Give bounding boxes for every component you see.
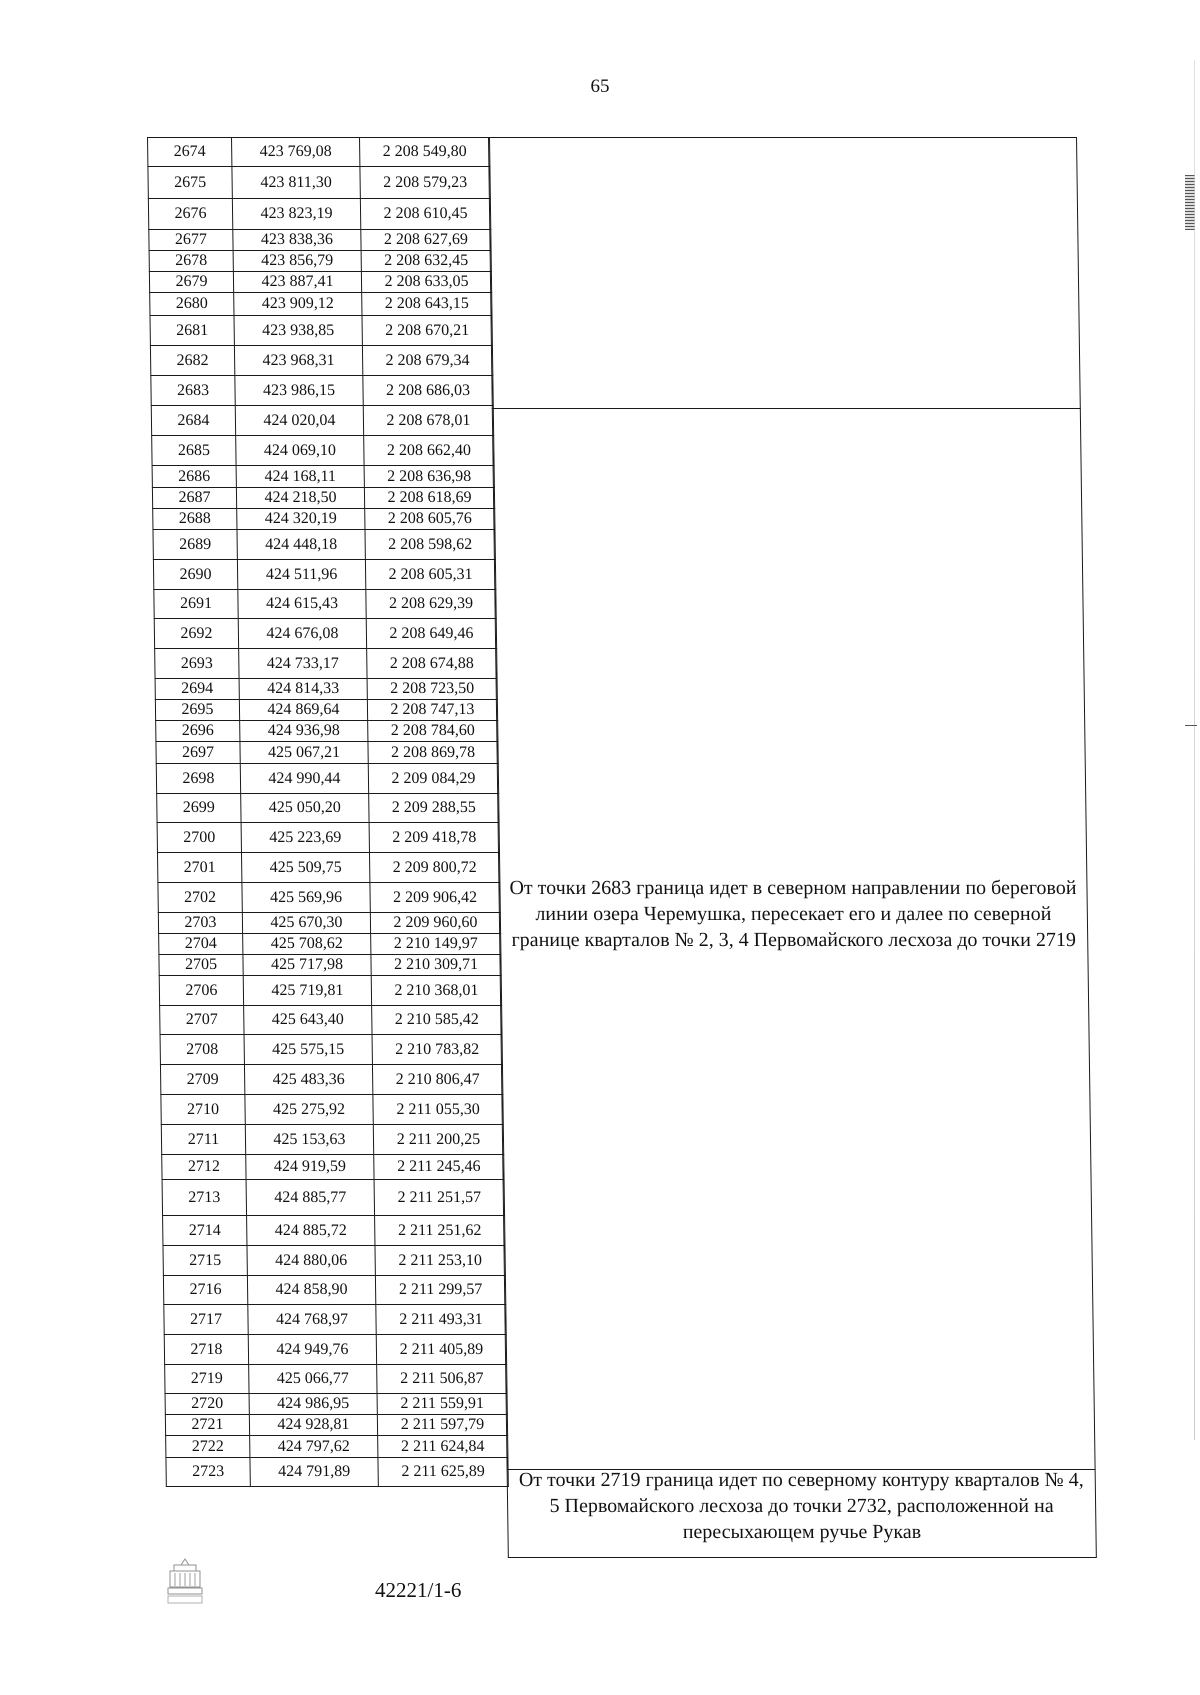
point-number-cell: 2677 [149, 230, 233, 251]
y-coordinate-cell: 2 208 686,03 [363, 376, 493, 406]
table-row [152, 436, 494, 466]
table-row [159, 955, 501, 976]
point-number-cell: 2678 [149, 251, 233, 272]
point-number-cell: 2684 [151, 406, 235, 436]
x-coordinate-cell: 425 719,81 [243, 976, 371, 1006]
x-coordinate-cell: 425 275,92 [245, 1095, 373, 1125]
x-coordinate-cell: 424 615,43 [238, 590, 366, 619]
table-row [165, 1415, 507, 1436]
point-number-cell: 2718 [164, 1335, 248, 1365]
point-number-cell: 2689 [153, 530, 237, 560]
description-cell-empty [488, 137, 1081, 409]
description-text: От точки 2719 граница идет по северному контуру кварталов № 4, 5 Первомайского лесхоза до точки 2732, расположенной на пересыхающем ручье Рукав [518, 1468, 1084, 1543]
x-coordinate-cell: 423 887,41 [233, 272, 361, 293]
table-row [148, 199, 490, 230]
document-code: 42221/1-6 [375, 1578, 462, 1602]
scan-edge-line [1194, 60, 1195, 1440]
table-row [152, 466, 494, 488]
x-coordinate-cell: 425 223,69 [241, 823, 369, 853]
table-row [150, 293, 492, 316]
y-coordinate-cell: 2 211 405,89 [376, 1335, 506, 1365]
point-number-cell: 2676 [148, 199, 232, 230]
table-row [163, 1246, 505, 1276]
y-coordinate-cell: 2 211 245,46 [374, 1155, 504, 1180]
y-coordinate-cell: 2 208 679,34 [362, 346, 492, 376]
point-number-cell: 2722 [166, 1436, 250, 1458]
x-coordinate-cell: 425 575,15 [244, 1035, 372, 1065]
x-coordinate-cell: 424 448,18 [237, 530, 365, 560]
y-coordinate-cell: 2 211 493,31 [376, 1305, 506, 1335]
archive-stamp-icon [165, 1556, 205, 1606]
point-number-cell: 2687 [152, 488, 236, 509]
table-row [153, 509, 495, 530]
table-row [150, 346, 492, 376]
point-number-cell: 2692 [154, 619, 238, 649]
point-number-cell: 2681 [150, 316, 234, 346]
y-coordinate-cell: 2 208 747,13 [367, 700, 497, 721]
description-cell-2719-2732 [507, 1469, 1097, 1558]
point-number-cell: 2708 [160, 1035, 244, 1065]
y-coordinate-cell: 2 208 633,05 [361, 272, 491, 293]
table-row [157, 794, 499, 823]
table-row [152, 488, 494, 509]
y-coordinate-cell: 2 211 200,25 [373, 1125, 503, 1155]
y-coordinate-cell: 2 211 251,62 [375, 1216, 505, 1246]
y-coordinate-cell: 2 210 585,42 [372, 1006, 502, 1035]
x-coordinate-cell: 423 909,12 [234, 293, 362, 316]
y-coordinate-cell: 2 208 674,88 [367, 649, 497, 679]
x-coordinate-cell: 424 069,10 [236, 436, 364, 466]
x-coordinate-cell: 423 823,19 [232, 199, 360, 230]
x-coordinate-cell: 424 676,08 [238, 619, 366, 649]
table-row [162, 1155, 504, 1180]
point-number-cell: 2710 [161, 1095, 245, 1125]
point-number-cell: 2699 [157, 794, 241, 823]
coordinates-table [147, 137, 1097, 1557]
table-row [162, 1180, 505, 1216]
x-coordinate-cell: 424 511,96 [237, 560, 365, 590]
table-row [155, 649, 497, 679]
table-row [166, 1436, 508, 1458]
y-coordinate-cell: 2 208 784,60 [368, 721, 498, 742]
x-coordinate-cell: 424 168,11 [236, 466, 364, 488]
scan-edge-tick [1185, 725, 1197, 726]
table-row [149, 272, 491, 293]
point-number-cell: 2682 [150, 346, 234, 376]
table-row [160, 1065, 502, 1095]
point-number-cell: 2688 [153, 509, 237, 530]
y-coordinate-cell: 2 208 662,40 [364, 436, 494, 466]
point-number-cell: 2696 [156, 721, 240, 742]
description-text: От точки 2683 граница идет в северном направлении по береговой линии озера Черемушка, пересекает его и далее по северной границе кварталов № 2, 3, 4 Первомайского лесхоза до точки 2719 [509, 877, 1077, 951]
table-row [149, 251, 491, 272]
y-coordinate-cell: 2 208 605,76 [365, 509, 495, 530]
table-row [155, 700, 497, 721]
y-coordinate-cell: 2 210 783,82 [372, 1035, 502, 1065]
y-coordinate-cell: 2 208 649,46 [366, 619, 496, 649]
y-coordinate-cell: 2 209 084,29 [368, 764, 498, 794]
y-coordinate-cell: 2 208 723,50 [367, 679, 497, 700]
x-coordinate-cell: 425 509,75 [241, 853, 369, 883]
point-number-cell: 2700 [157, 823, 241, 853]
table-row [154, 619, 496, 649]
point-number-cell: 2723 [166, 1458, 250, 1487]
table-row [161, 1095, 503, 1125]
x-coordinate-cell: 425 708,62 [243, 934, 371, 955]
point-number-cell: 2697 [156, 742, 240, 764]
x-coordinate-cell: 423 938,85 [234, 316, 362, 346]
point-number-cell: 2695 [155, 700, 239, 721]
y-coordinate-cell: 2 208 643,15 [362, 293, 492, 316]
table-row [160, 1006, 502, 1035]
y-coordinate-cell: 2 209 288,55 [369, 794, 499, 823]
table-row [163, 1276, 505, 1305]
point-number-cell: 2712 [162, 1155, 246, 1180]
x-coordinate-cell: 423 838,36 [233, 230, 361, 251]
y-coordinate-cell: 2 211 299,57 [375, 1276, 505, 1305]
point-number-cell: 2683 [151, 376, 235, 406]
x-coordinate-cell: 424 885,72 [247, 1216, 375, 1246]
x-coordinate-cell: 424 733,17 [239, 649, 367, 679]
table-row [164, 1335, 506, 1365]
x-coordinate-cell: 425 717,98 [243, 955, 371, 976]
table-row [158, 883, 500, 913]
table-row [161, 1125, 503, 1155]
y-coordinate-cell: 2 208 869,78 [368, 742, 498, 764]
description-cell-2683-2719 [492, 408, 1096, 1470]
y-coordinate-cell: 2 211 253,10 [375, 1246, 505, 1276]
y-coordinate-cell: 2 208 636,98 [364, 466, 494, 488]
x-coordinate-cell: 424 885,77 [246, 1180, 375, 1216]
table-row [158, 913, 500, 934]
x-coordinate-cell: 424 986,95 [249, 1394, 377, 1415]
table-row [148, 167, 490, 199]
point-number-cell: 2715 [163, 1246, 247, 1276]
point-number-cell: 2713 [162, 1180, 247, 1216]
x-coordinate-cell: 424 858,90 [247, 1276, 375, 1305]
point-number-cell: 2716 [163, 1276, 247, 1305]
table-row [166, 1458, 508, 1487]
point-number-cell: 2709 [160, 1065, 244, 1095]
x-coordinate-cell: 424 020,04 [235, 406, 363, 436]
x-coordinate-cell: 424 990,44 [240, 764, 368, 794]
x-coordinate-cell: 425 670,30 [242, 913, 370, 934]
x-coordinate-cell: 425 483,36 [244, 1065, 372, 1095]
x-coordinate-cell: 425 066,77 [249, 1365, 377, 1394]
point-number-cell: 2698 [156, 764, 240, 794]
y-coordinate-cell: 2 210 806,47 [372, 1065, 502, 1095]
y-coordinate-cell: 2 208 629,39 [366, 590, 496, 619]
table-row [160, 1035, 502, 1065]
y-coordinate-cell: 2 211 559,91 [377, 1394, 507, 1415]
x-coordinate-cell: 424 791,89 [250, 1458, 378, 1487]
y-coordinate-cell: 2 208 678,01 [363, 406, 493, 436]
x-coordinate-cell: 424 928,81 [249, 1415, 377, 1436]
table-row [165, 1394, 507, 1415]
y-coordinate-cell: 2 211 506,87 [377, 1365, 507, 1394]
y-coordinate-cell: 2 210 368,01 [371, 976, 501, 1006]
x-coordinate-cell: 423 769,08 [232, 138, 360, 167]
x-coordinate-cell: 425 643,40 [244, 1006, 372, 1035]
point-number-cell: 2694 [155, 679, 239, 700]
y-coordinate-cell: 2 211 251,57 [374, 1180, 505, 1216]
table-row [159, 976, 501, 1006]
y-coordinate-cell: 2 208 549,80 [360, 138, 490, 167]
y-coordinate-cell: 2 208 632,45 [361, 251, 491, 272]
point-number-cell: 2707 [160, 1006, 244, 1035]
table-row [151, 406, 493, 436]
point-number-cell: 2705 [159, 955, 243, 976]
x-coordinate-cell: 424 919,59 [246, 1155, 374, 1180]
y-coordinate-cell: 2 209 906,42 [370, 883, 500, 913]
point-number-cell: 2703 [158, 913, 242, 934]
x-coordinate-cell: 425 153,63 [245, 1125, 373, 1155]
point-number-cell: 2711 [161, 1125, 245, 1155]
y-coordinate-cell: 2 208 610,45 [360, 199, 490, 230]
point-number-cell: 2717 [164, 1305, 248, 1335]
y-coordinate-cell: 2 210 149,97 [371, 934, 501, 955]
page-number: 65 [590, 76, 610, 97]
point-number-cell: 2719 [165, 1365, 249, 1394]
x-coordinate-cell: 424 320,19 [237, 509, 365, 530]
table-row [153, 560, 495, 590]
y-coordinate-cell: 2 208 670,21 [362, 316, 492, 346]
point-number-cell: 2686 [152, 466, 236, 488]
y-coordinate-cell: 2 211 055,30 [373, 1095, 503, 1125]
x-coordinate-cell: 423 811,30 [232, 167, 360, 199]
x-coordinate-cell: 424 880,06 [247, 1246, 375, 1276]
point-number-cell: 2714 [163, 1216, 247, 1246]
point-number-cell: 2691 [154, 590, 238, 619]
table-row [151, 376, 493, 406]
x-coordinate-cell: 423 968,31 [234, 346, 362, 376]
table-row [156, 764, 498, 794]
point-number-cell: 2702 [158, 883, 242, 913]
table-row [155, 679, 497, 700]
point-number-cell: 2675 [148, 167, 232, 199]
table-row [148, 138, 490, 167]
table-row [156, 721, 498, 742]
table-row [165, 1365, 507, 1394]
point-number-cell: 2721 [165, 1415, 249, 1436]
point-number-cell: 2693 [155, 649, 239, 679]
x-coordinate-cell: 424 936,98 [240, 721, 368, 742]
x-coordinate-cell: 424 218,50 [236, 488, 364, 509]
point-number-cell: 2690 [153, 560, 237, 590]
point-number-cell: 2679 [149, 272, 233, 293]
y-coordinate-cell: 2 208 627,69 [361, 230, 491, 251]
y-coordinate-cell: 2 211 624,84 [378, 1436, 508, 1458]
y-coordinate-cell: 2 208 598,62 [365, 530, 495, 560]
y-coordinate-cell: 2 211 597,79 [377, 1415, 507, 1436]
point-number-cell: 2680 [150, 293, 234, 316]
x-coordinate-cell: 424 869,64 [239, 700, 367, 721]
table-row [156, 742, 498, 764]
table-row [157, 823, 499, 853]
y-coordinate-cell: 2 210 309,71 [371, 955, 501, 976]
y-coordinate-cell: 2 208 579,23 [360, 167, 490, 199]
y-coordinate-cell: 2 209 960,60 [370, 913, 500, 934]
table-row [157, 853, 499, 883]
x-coordinate-cell: 425 050,20 [241, 794, 369, 823]
y-coordinate-cell: 2 208 618,69 [364, 488, 494, 509]
x-coordinate-cell: 425 569,96 [242, 883, 370, 913]
point-number-cell: 2701 [157, 853, 241, 883]
x-coordinate-cell: 425 067,21 [240, 742, 368, 764]
y-coordinate-cell: 2 209 800,72 [369, 853, 499, 883]
x-coordinate-cell: 424 797,62 [250, 1436, 378, 1458]
x-coordinate-cell: 424 814,33 [239, 679, 367, 700]
x-coordinate-cell: 424 949,76 [248, 1335, 376, 1365]
table-row [150, 316, 492, 346]
y-coordinate-cell: 2 209 418,78 [369, 823, 499, 853]
coordinate-columns [147, 137, 509, 1487]
y-coordinate-cell: 2 208 605,31 [365, 560, 495, 590]
table-row [154, 590, 496, 619]
point-number-cell: 2685 [152, 436, 236, 466]
point-number-cell: 2704 [159, 934, 243, 955]
y-coordinate-cell: 2 211 625,89 [378, 1458, 508, 1487]
x-coordinate-cell: 424 768,97 [248, 1305, 376, 1335]
table-row [163, 1216, 505, 1246]
table-row [153, 530, 495, 560]
point-number-cell: 2720 [165, 1394, 249, 1415]
table-row [149, 230, 491, 251]
x-coordinate-cell: 423 986,15 [235, 376, 363, 406]
point-number-cell: 2706 [159, 976, 243, 1006]
table-row [159, 934, 501, 955]
x-coordinate-cell: 423 856,79 [233, 251, 361, 272]
point-number-cell: 2674 [148, 138, 232, 167]
table-row [164, 1305, 506, 1335]
